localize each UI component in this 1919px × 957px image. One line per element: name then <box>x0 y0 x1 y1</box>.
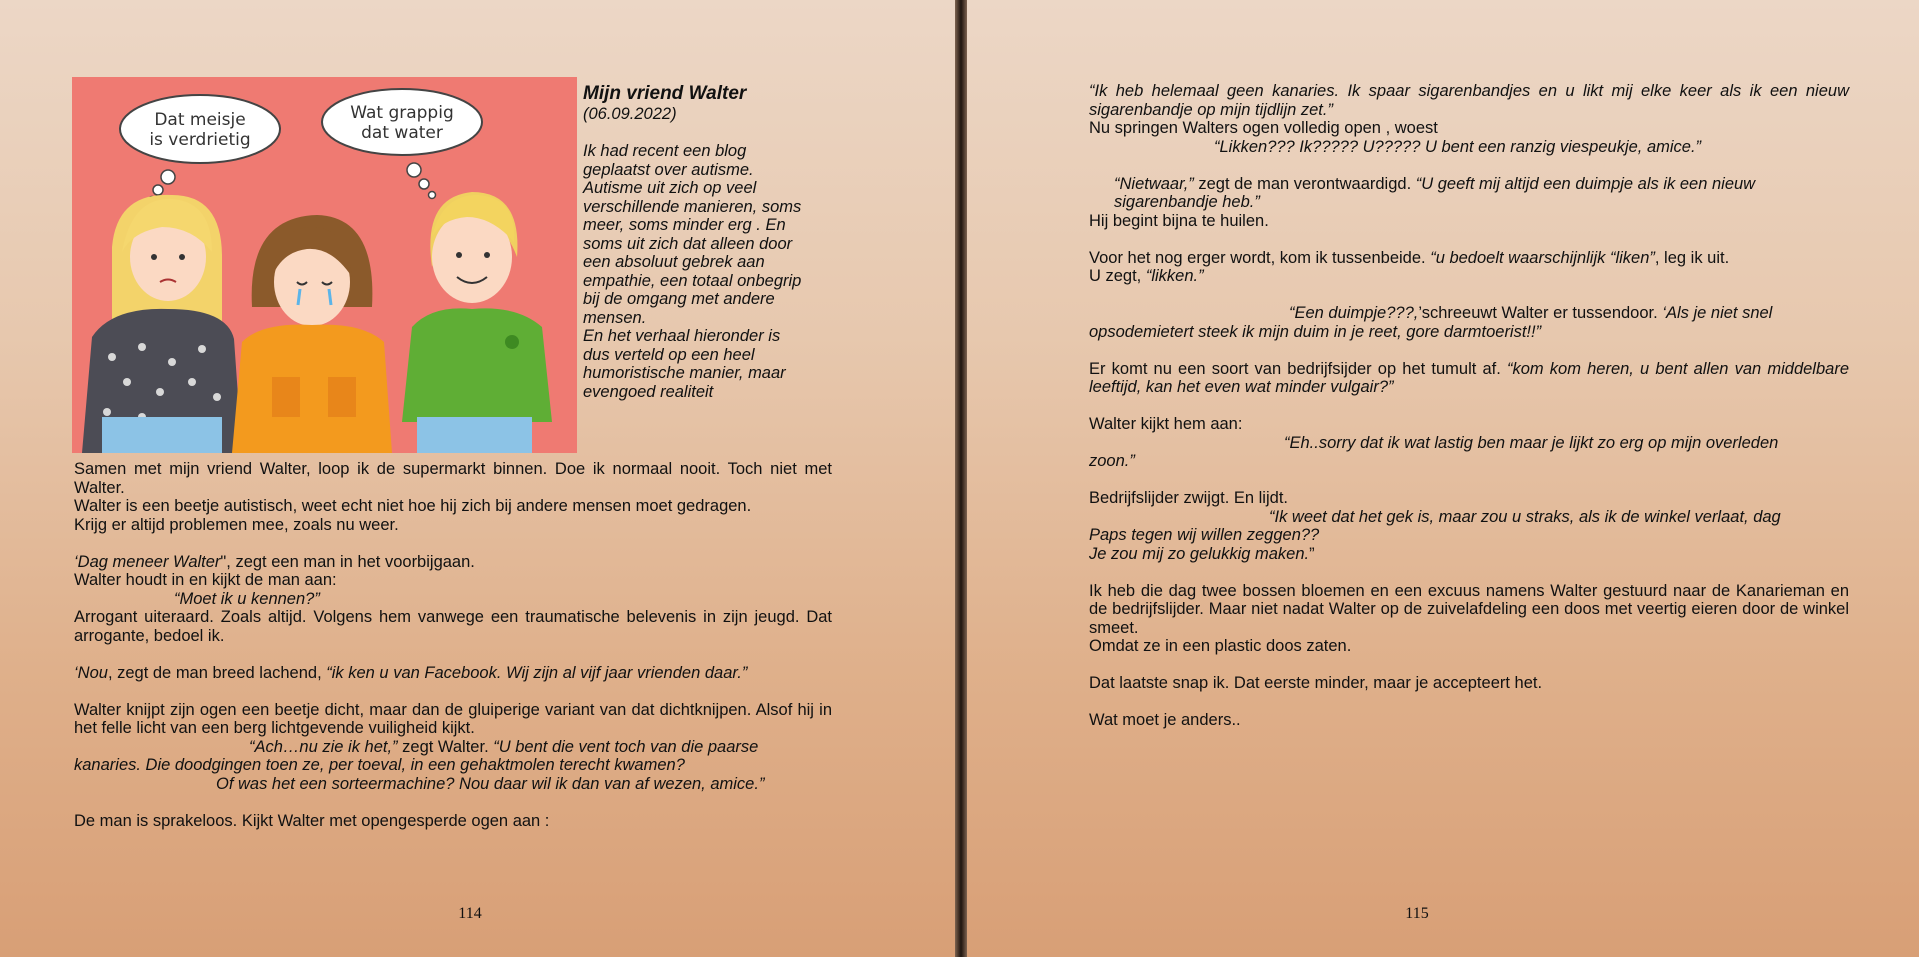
text: Er komt nu een soort van bedrijfsijder op het tumult af. <box>1089 359 1507 378</box>
paragraph: Hij begint bijna te huilen. <box>1089 211 1269 230</box>
paragraph: Dat laatste snap ik. Dat eerste minder, maar je accepteert het. <box>1089 674 1543 692</box>
quote: “kom kom heren, u bent allen van middelbare leeftijd, kan het even wat minder vulgair?” <box>1089 359 1849 396</box>
paragraph <box>1089 360 1849 397</box>
intro-line: En het verhaal hieronder is <box>583 327 781 345</box>
text: ’schreeuwt Walter er tussendoor. <box>1418 304 1663 322</box>
intro-line: evengoed realiteit <box>583 382 714 401</box>
right-page <box>967 0 1919 957</box>
left-page <box>0 0 955 957</box>
quote-line: opsodemietert steek ik mijn duim in je reet, gore darmtoerist!!” <box>1089 322 1542 341</box>
intro-line: empathie, een totaal onbegrip <box>583 271 802 290</box>
text: U zegt, <box>1089 267 1146 285</box>
quote: Je zou mij zo gelukkig maken. <box>1089 544 1310 563</box>
paragraph <box>1089 249 1849 268</box>
quote-line: “Ik weet dat het gek is, maar zou u straks, als ik de winkel verlaat, dag <box>1269 507 1781 526</box>
intro-line: Ik had recent een blog <box>583 142 747 160</box>
intro-line: soms uit zich dat alleen door <box>583 234 793 253</box>
paragraph: Arrogant uiteraard. Zoals altijd. Volgens hem vanwege een traumatische belevenis in zijn jeugd. Dat arrogante, bedoel ik. <box>74 608 832 645</box>
paragraph <box>74 738 832 757</box>
story-date: (06.09.2022) <box>583 105 677 123</box>
paragraph: De man is sprakeloos. Kijkt Walter met opengesperde ogen aan : <box>74 811 550 830</box>
quote-line: “Ik heb helemaal geen kanaries. Ik spaar sigarenbandjes en u likt mij elke keer als ik een nieuw sigarenbandje op mijn tijdlijn zet.” <box>1089 82 1849 119</box>
quote: “likken.” <box>1145 267 1204 285</box>
paragraph: Ik heb die dag twee bossen bloemen en een excuus namens Walter gestuurd naar de Kanarieman en de bedrijfslijder. Maar niet nadat Walter op de zuivelafdeling een doos met veertig eieren door de winkel smeet. <box>1089 581 1849 637</box>
paragraph <box>1089 545 1849 564</box>
paragraph <box>1089 267 1849 286</box>
text: , zegt de man breed lachend, <box>107 663 327 682</box>
paragraph: Walter is een beetje autistisch, weet echt niet hoe hij zich bij andere mensen moet gedragen. <box>74 497 752 515</box>
quote: “U bent die vent toch van die paarse <box>493 737 759 756</box>
quote: ‘Nou <box>74 663 108 682</box>
paragraph: Bedrijfslijder zwijgt. En lijdt. <box>1089 489 1288 507</box>
page-number: 115 <box>1405 905 1429 922</box>
intro-line: dus verteld op een heel <box>583 345 755 364</box>
paragraph <box>74 664 832 683</box>
book-spine <box>955 0 967 957</box>
intro-text <box>583 142 833 401</box>
bubble-right-line2: dat water <box>361 123 443 143</box>
quote-line: “Moet ik u kennen?” <box>174 589 320 608</box>
bubble-right-line1: Wat grappig <box>350 103 454 123</box>
quote: “Ach…nu zie ik het,” <box>249 737 398 756</box>
intro-line: verschillende manieren, soms <box>583 197 802 216</box>
text: zegt Walter. <box>397 737 494 756</box>
quote-line: Of was het een sorteermachine? Nou daar wil ik dan van af wezen, amice.” <box>216 774 765 793</box>
illustration <box>72 77 577 453</box>
text: ” <box>1309 544 1315 563</box>
page-number: 114 <box>458 905 482 922</box>
intro-line: humoristische manier, maar <box>583 364 786 382</box>
paragraph: Walter kijkt hem aan: <box>1089 415 1243 433</box>
illustration-svg <box>72 77 577 453</box>
quote-line: “Eh..sorry dat ik wat lastig ben maar je lijkt zo erg op mijn overleden <box>1284 433 1779 452</box>
quote-line: “Likken??? Ik????? U????? U bent een ranzig viespeukje, amice.” <box>1214 137 1702 156</box>
paragraph: Wat moet je anders.. <box>1089 711 1241 729</box>
right-body <box>1089 82 1849 730</box>
quote-line: kanaries. Die doodgingen toen ze, per toeval, in een gehaktmolen terecht kwamen? <box>74 756 685 774</box>
paragraph: Omdat ze in een plastic doos zaten. <box>1089 637 1352 655</box>
quote: “U geeft mij altijd een duimpje als ik een nieuw sigarenbandje heb.” <box>1114 174 1756 211</box>
quote-line: Paps tegen wij willen zeggen?? <box>1089 526 1320 544</box>
intro-line: bij de omgang met andere <box>583 290 775 308</box>
quote: “u bedoelt waarschijnlijk “liken” <box>1430 248 1655 267</box>
paragraph <box>1089 175 1849 212</box>
text: , leg ik uit. <box>1654 248 1730 267</box>
paragraph: Nu springen Walters ogen volledig open , woest <box>1089 119 1438 137</box>
paragraph <box>1089 304 1849 323</box>
intro-line: geplaatst over autisme. <box>583 160 754 179</box>
left-body <box>74 460 832 830</box>
bubble-left-line2: is verdrietig <box>149 130 251 150</box>
quote: ‘Dag meneer Walter <box>74 552 221 571</box>
quote-line: zoon.” <box>1089 452 1135 470</box>
paragraph: Samen met mijn vriend Walter, loop ik de supermarkt binnen. Doe ik normaal nooit. Toch niet met Walter. <box>74 460 832 497</box>
intro-line: mensen. <box>583 308 647 327</box>
text: zegt de man verontwaardigd. <box>1193 174 1416 193</box>
paragraph: Walter houdt in en kijkt de man aan: <box>74 571 337 589</box>
bubble-left-line1: Dat meisje <box>154 110 246 130</box>
text: ", zegt een man in het voorbijgaan. <box>220 552 475 571</box>
intro-line: Autisme uit zich op veel <box>583 179 757 197</box>
intro-block <box>583 83 833 401</box>
intro-line: een absoluut gebrek aan <box>583 253 765 271</box>
quote: “Nietwaar,” <box>1114 174 1194 193</box>
text: Voor het nog erger wordt, kom ik tussenbeide. <box>1089 248 1431 267</box>
quote: ‘Als je niet snel <box>1662 304 1773 322</box>
quote: “ik ken u van Facebook. Wij zijn al vijf jaar vrienden daar.” <box>326 663 748 682</box>
paragraph: Walter knijpt zijn ogen een beetje dicht, maar dan de gluiperige variant van dat dichtknijpen. Alsof hij in het felle licht van een berg lichtgevende vuiligheid kijkt. <box>74 700 832 737</box>
paragraph <box>74 553 832 572</box>
quote: “Een duimpje???, <box>1289 304 1419 322</box>
paragraph: Krijg er altijd problemen mee, zoals nu weer. <box>74 515 399 534</box>
intro-line: meer, soms minder erg . En <box>583 216 786 234</box>
story-title: Mijn vriend Walter <box>583 83 747 104</box>
